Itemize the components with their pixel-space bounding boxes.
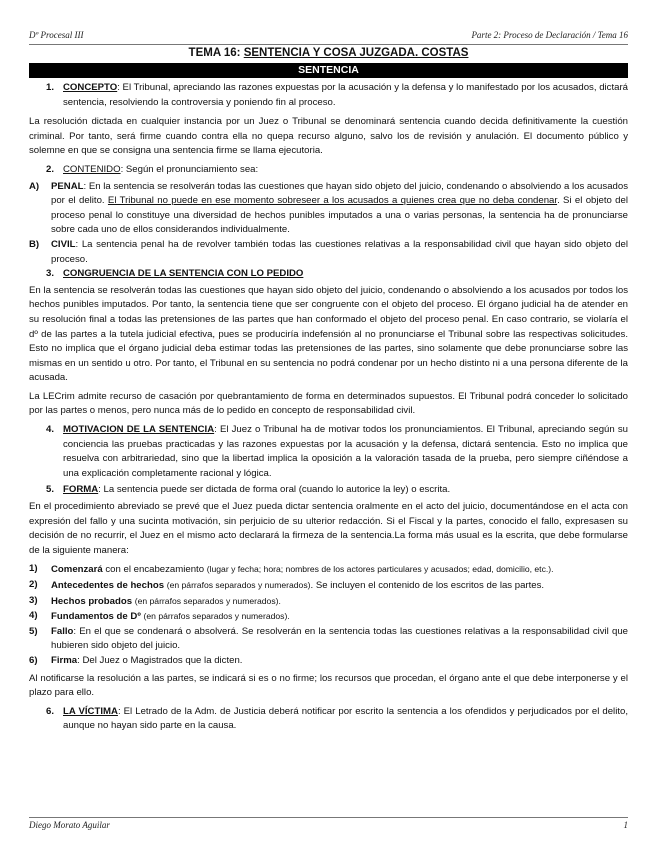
item-underlined-text: El Tribunal no puede en ese momento sobreseer a los acusados a quienes crea que no deba condenar	[107, 195, 558, 207]
item-term: Fundamentos de Dº	[51, 611, 141, 623]
header-section: Parte 2: Proceso de Declaración / Tema 16	[471, 30, 628, 40]
paragraph-resolucion: La resolución dictada en cualquier instancia por un Juez o Tribunal se denominará sentencia cuando decida definitivamente la cuestión criminal. Por tanto, será firme cuando contra ella no quepa recurso alguno, salvo los de revisión y anulación. El documento público y solemne en que se consigna una sentencia firme se llama ejecutoria.	[29, 116, 628, 157]
paragraph-procedimiento-abreviado: En el procedimiento abreviado se prevé que el Juez pueda dictar sentencia oralmente en el acto del juicio, documentándose en el acta con expresión del fallo y una sucinta motivación, sin perjuicio de su ulterior redacción. Si el Fiscal y la partes, conocido el fallo, expresasen su decisión de no recurrir, el Juez en el mismo acto declarará la firmeza de la sentencia.La forma más usual es la escrita, que debe formularse de la siguiente manera:	[29, 501, 628, 556]
item-label: 1)	[29, 563, 38, 575]
item-term: Firma	[51, 654, 78, 666]
section-motivacion	[29, 423, 628, 481]
item-text: con el encabezamiento	[102, 564, 207, 576]
section-heading: FORMA	[63, 484, 99, 496]
section-number: 1.	[45, 82, 54, 93]
section-heading: CONGRUENCIA DE LA SENTENCIA CON LO PEDIDO	[63, 268, 304, 280]
section-text: : La sentencia puede ser dictada de forma oral (cuando lo autorice la ley) o escrita.	[98, 484, 451, 496]
list-item-civil	[29, 238, 628, 267]
item-term: Hechos probados	[51, 595, 133, 607]
item-note: (en párrafos separados y numerados)	[166, 580, 311, 590]
title-underlined: SENTENCIA Y COSA JUZGADA. COSTAS	[243, 47, 469, 59]
section-forma	[29, 483, 628, 498]
list-item	[29, 562, 628, 578]
item-text-tail: . Se incluyen el contenido de los escritos de las partes.	[310, 580, 545, 591]
paragraph-lecrim: La LECrim admite recurso de casación por quebrantamiento de forma en determinados supuestos. El Tribunal podrá conceder lo solicitado por las partes o menos, pero nunca más de lo pedido en concepto de responsabilidad civil.	[29, 390, 628, 417]
list-item	[29, 654, 628, 669]
section-number: 3.	[45, 268, 54, 280]
item-text-tail: . Si el objeto del proceso penal lo constituye una diversidad de hechos punibles imputados a una o varias personas, la sentencia ha de pronunciarse sobre cada uno de ellos considerandos individualmente.	[51, 195, 628, 236]
section-number: 4.	[45, 424, 54, 436]
section-number: 6.	[45, 705, 54, 717]
section-victima	[29, 705, 628, 734]
document-body	[29, 81, 628, 736]
item-term: PENAL	[51, 180, 84, 192]
section-text: : El Letrado de la Adm. de Justicia deberá notificar por escrito la sentencia a los ofendidos y perjudicados por el delito, aunque no hayan sido parte en la causa.	[63, 705, 628, 732]
item-text: : La sentencia penal ha de revolver también todas las cuestiones relativas a la responsabilidad civil que hayan sido objeto del proceso.	[51, 238, 628, 265]
section-bar: SENTENCIA	[29, 63, 628, 78]
item-label: 4)	[29, 610, 38, 622]
list-item	[29, 625, 628, 654]
section-congruencia	[29, 267, 628, 282]
item-note: (lugar y fecha; hora; nombres de los actores particulares y acusados; edad, domicilio, etc.).	[206, 564, 554, 575]
item-note: (en párrafos separados y numerados).	[143, 611, 290, 622]
item-label: 3)	[29, 594, 38, 606]
item-label: 5)	[29, 625, 38, 637]
section-number: 5.	[45, 484, 54, 496]
list-item	[29, 578, 628, 594]
section-concepto	[29, 81, 628, 110]
section-contenido	[29, 163, 628, 178]
section-number: 2.	[45, 163, 54, 175]
section-heading: CONTENIDO	[63, 163, 121, 175]
item-term: Antecedentes de hechos	[51, 580, 165, 591]
page-header	[29, 30, 628, 45]
page-footer	[29, 817, 628, 831]
title-prefix: TEMA 16:	[188, 47, 244, 59]
list-item	[29, 594, 628, 610]
paragraph-congruencia: En la sentencia se resolverán todas las cuestiones que hayan sido objeto del juicio, condenando o absolviendo a los acusados por todos los hechos punibles imputados. Por tanto, la sentencia tiene que ser congruente con el objeto del proceso. El órgano judicial ha de atender en su resolución final a todas las pretensiones de las partes que han conformado el objeto del proceso penal. En caso contrario, se violaría el dº de las partes a la tutela judicial efectiva, pues se produciría indefensión al no pronunciarse el Tribunal sobre las respectivas solicitudes. Esto no implica que el órgano judicial deba estimar todas las pretensiones de las partes, sino solamente que debe pronunciarse sobre las mismas en un sentido u otro. Por tanto, el Tribunal en su sentencia no podrá condenar por un hecho distinto ni a una persona diferente de la acusada.	[29, 284, 628, 384]
page-title	[29, 47, 628, 59]
section-heading: CONCEPTO	[63, 82, 118, 93]
item-text: : En el que se condenará o absolverá. Se resolverán en la sentencia todas las cuestiones relativas a la responsabilidad civil que hubieren sido objeto del juicio.	[51, 625, 628, 652]
item-term: CIVIL	[51, 238, 76, 250]
paragraph-notificacion: Al notificarse la resolución a las partes, se indicará si es o no firme; los recursos que procedan, el órgano ante el que debe interponerse y el plazo para ello.	[29, 672, 628, 699]
sentence-structure-list	[29, 562, 628, 668]
section-heading: MOTIVACION DE LA SENTENCIA	[63, 424, 215, 436]
item-term: Comenzará	[51, 564, 103, 576]
page-number: 1	[623, 820, 628, 830]
item-label: 2)	[29, 579, 38, 590]
header-course: Dº Procesal III	[29, 30, 84, 40]
list-item-penal	[29, 180, 628, 238]
section-heading: LA VÍCTIMA	[63, 705, 118, 717]
item-label: 6)	[29, 654, 38, 666]
footer-author: Diego Morato Aguilar	[29, 820, 110, 830]
list-item	[29, 609, 628, 625]
item-label: A)	[29, 180, 40, 192]
item-text: : En la sentencia se resolverán todas las cuestiones que hayan sido objeto del juicio, condenando o absolviendo a los acusados por el delito.	[51, 180, 628, 207]
item-label: B)	[29, 238, 40, 250]
section-text: : Según el pronunciamiento sea:	[120, 163, 259, 175]
section-text: : El Juez o Tribunal ha de motivar todos los pronunciamientos. El Tribunal, apreciando según su conciencia las pruebas practicadas y las razones expuestas por la acusación y la defensa, dictará sentencia. Esto no implica que resuelva con arbitrariedad, sino que la libertad implica la oposición a la valoración tasada de la prueba, pero siempre ciñéndose a una explicación completamente racional y lógica.	[63, 424, 628, 479]
item-note: (en párrafos separados y numerados).	[134, 595, 281, 606]
section-text: : El Tribunal, apreciando las razones expuestas por la acusación y la defensa y lo manifestado por los acusados, dictará sentencia, resolviendo la controversia y poniendo fin al proceso.	[63, 82, 628, 108]
item-term: Fallo	[51, 625, 74, 637]
item-text: : Del Juez o Magistrados que la dicten.	[77, 654, 243, 666]
